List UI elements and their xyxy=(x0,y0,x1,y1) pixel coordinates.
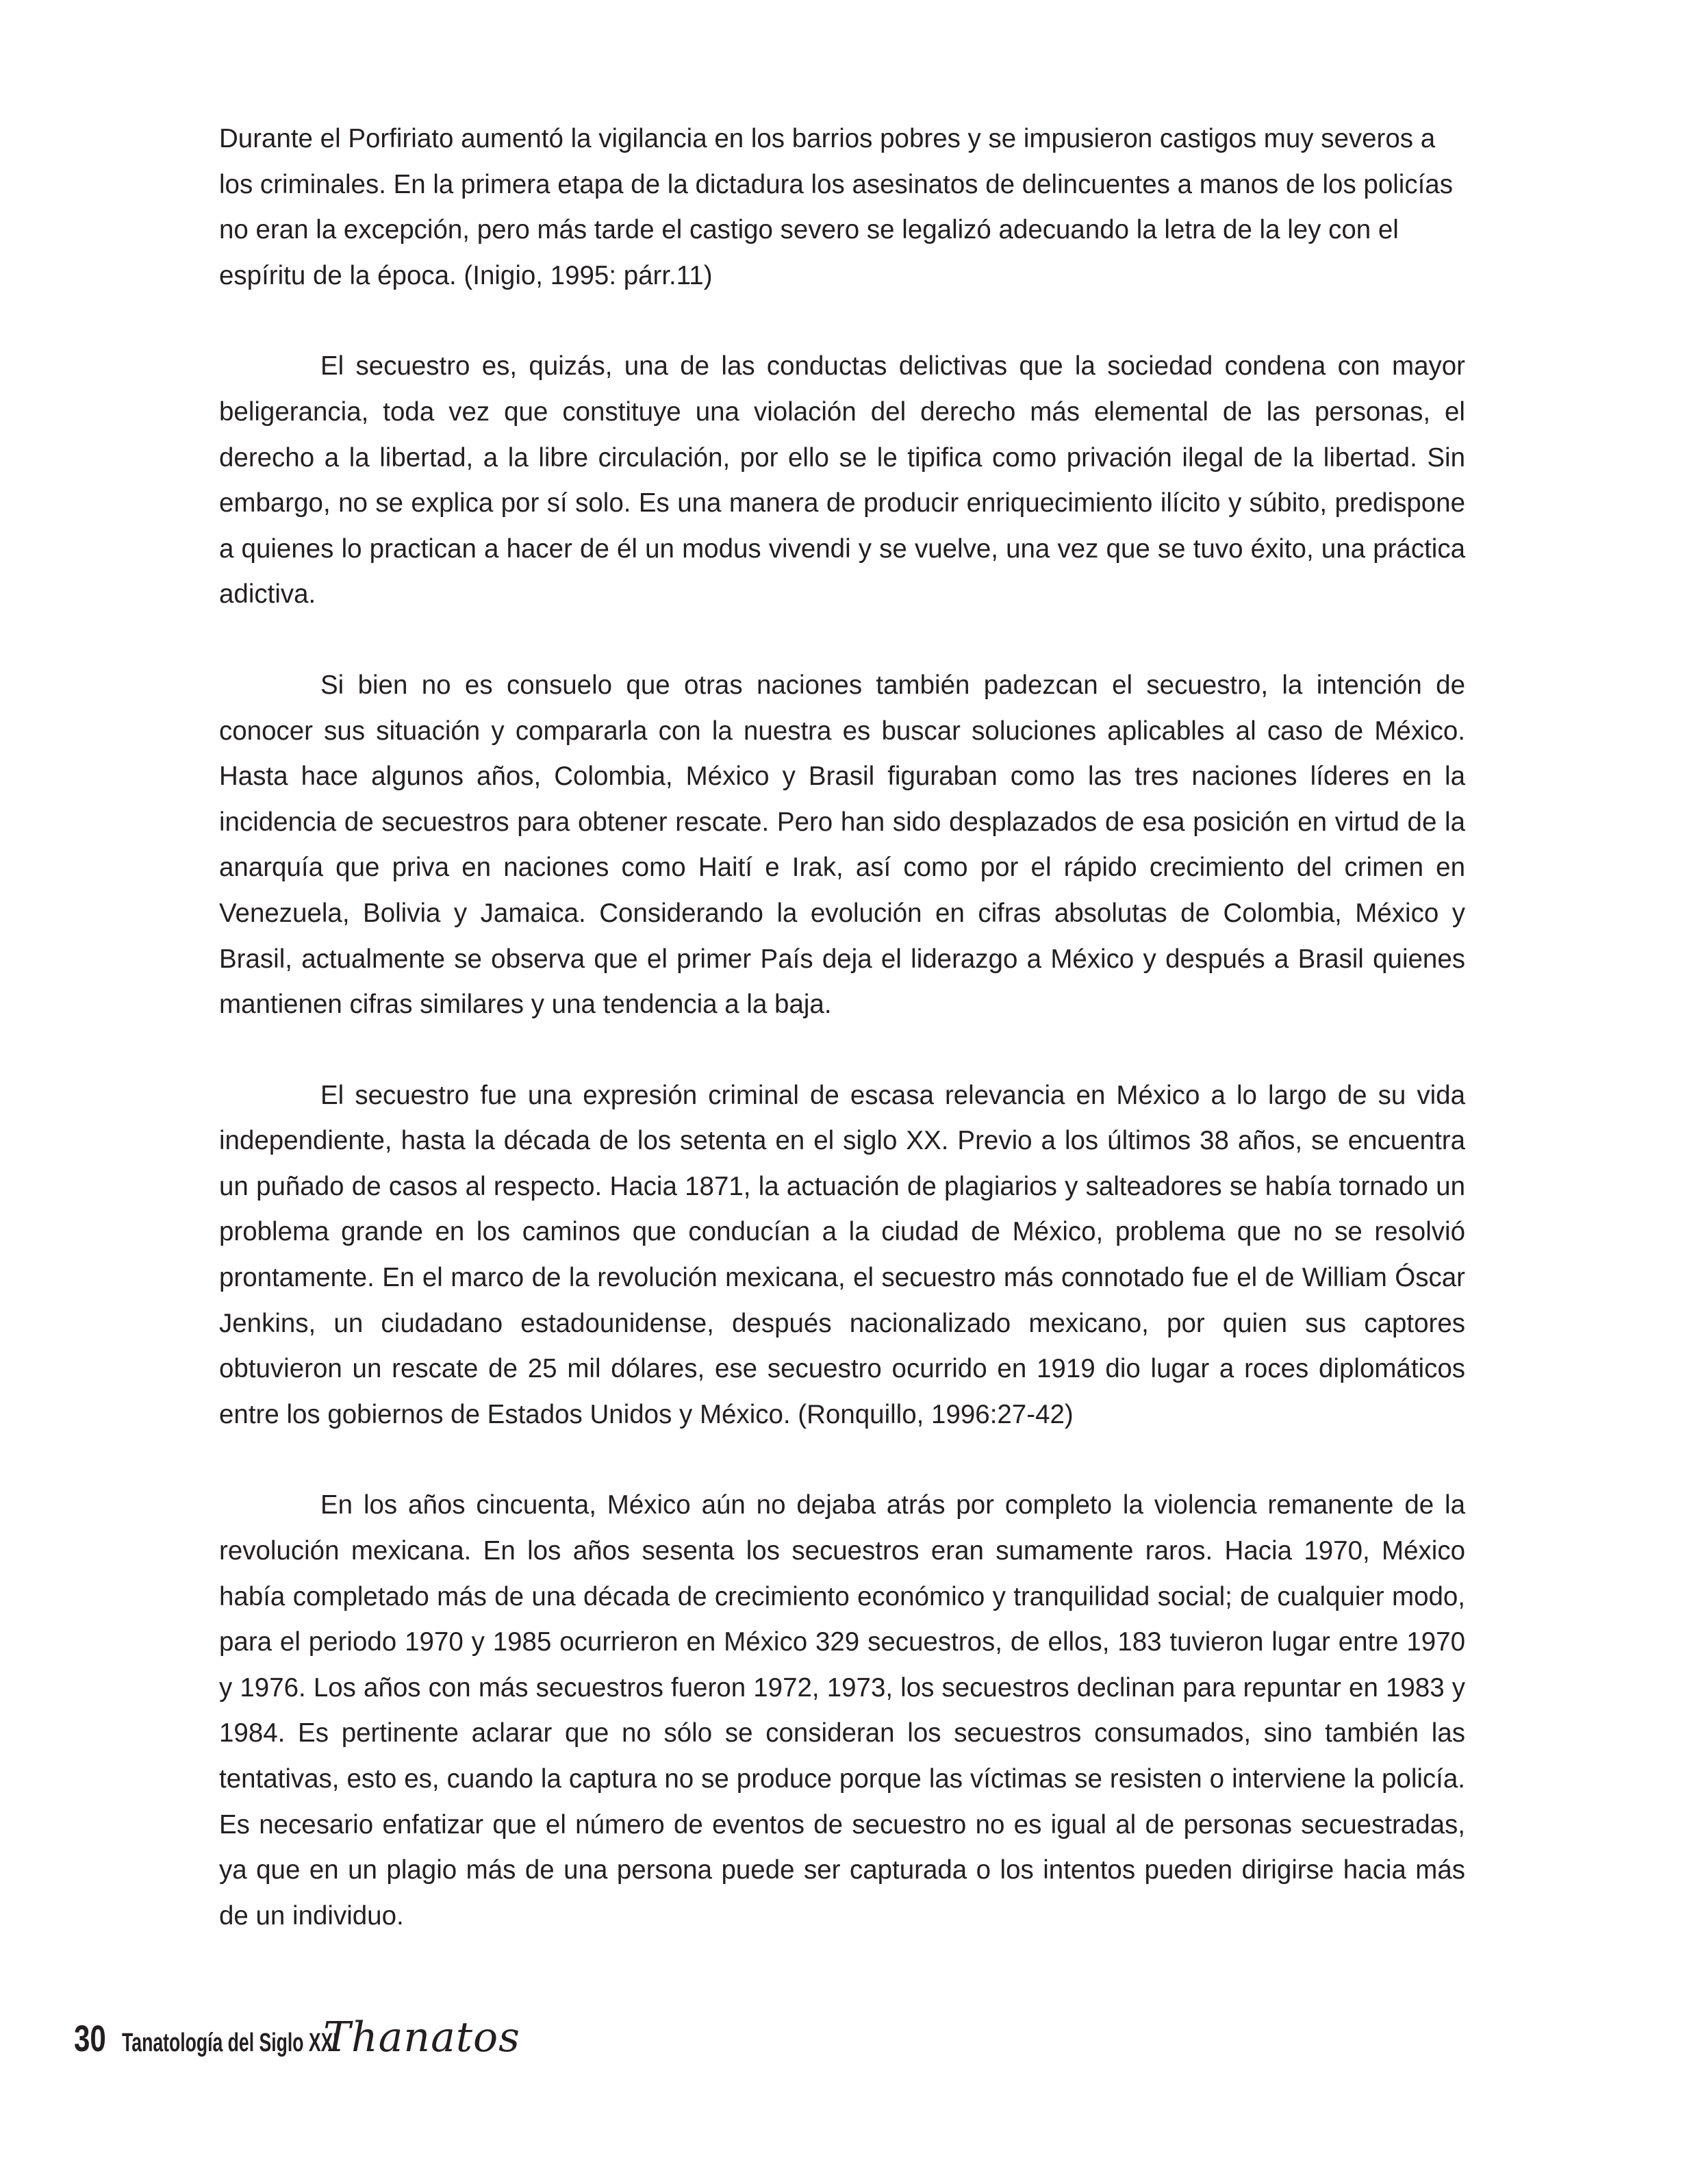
body-paragraph: El secuestro fue una expresión criminal de escasa relevancia en México a lo largo de su vida independiente, hasta la década de los setenta en el siglo XX. Previo a los últimos 38 años, se encuentra un puñado de casos al respecto. Hacia 1871, la actuación de plagiarios y salteadores se había tornado un problema grande en los caminos que conducían a la ciudad de México, problema que no se resolvió prontamente. En el marco de la revolución mexicana, el secuestro más connotado fue el de William Óscar Jenkins, un ciudadano estadounidense, después nacionalizado mexicano, por quien sus captores obtuvieron un rescate de 25 mil dólares, ese secuestro ocurrido en 1919 dio lugar a roces diplomáticos entre los gobiernos de Estados Unidos y México. (Ronquillo, 1996:27-42) xyxy=(219,1080,1465,1429)
body-text xyxy=(219,116,1465,1939)
body-paragraph: Si bien no es consuelo que otras naciones también padezcan el secuestro, la intención de conocer sus situación y compararla con la nuestra es buscar soluciones aplicables al caso de México. Hasta hace algunos años, Colombia, México y Brasil figuraban como las tres naciones líderes en la incidencia de secuestros para obtener rescate. Pero han sido desplazados de esa posición en virtud de la anarquía que priva en naciones como Haití e Irak, así como por el rápido crecimiento del crimen en Venezuela, Bolivia y Jamaica. Considerando la evolución en cifras absolutas de Colombia, México y Brasil, actualmente se observa que el primer País deja el liderazgo a México y después a Brasil quienes mantienen cifras similares y una tendencia a la baja. xyxy=(219,670,1465,1020)
block-quote-paragraph: Durante el Porfiriato aumentó la vigilancia en los barrios pobres y se impusieron castigos muy severos a los criminales. En la primera etapa de la dictadura los asesinatos de delincuentes a manos de los policías no eran la excepción, pero más tarde el castigo severo se legalizó adecuando la letra de la ley con el espíritu de la época. (Inigio, 1995: párr.11) xyxy=(219,124,1453,290)
page-footer xyxy=(74,2013,520,2075)
body-paragraph: El secuestro es, quizás, una de las conductas delictivas que la sociedad condena con mayor beligerancia, toda vez que constituye una violación del derecho más elemental de las personas, el derecho a la libertad, a la libre circulación, por ello se le tipifica como privación ilegal de la libertad. Sin embargo, no se explica por sí solo. Es una manera de producir enriquecimiento ilícito y súbito, predispone a quienes lo practican a hacer de él un modus vivendi y se vuelve, una vez que se tuvo éxito, una práctica adictiva. xyxy=(219,351,1465,610)
body-paragraph: En los años cincuenta, México aún no dejaba atrás por completo la violencia remanente de la revolución mexicana. En los años sesenta los secuestros eran sumamente raros. Hacia 1970, México había completado más de una década de crecimiento económico y tranquilidad social; de cualquier modo, para el periodo 1970 y 1985 ocurrieron en México 329 secuestros, de ellos, 183 tuvieron lugar entre 1970 y 1976. Los años con más secuestros fueron 1972, 1973, los secuestros declinan para repuntar en 1983 y 1984. Es pertinente aclarar que no sólo se consideran los secuestros consumados, sino también las tentativas, esto es, cuando la captura no se produce porque las víctimas se resisten o interviene la policía. Es necesario enfatizar que el número de eventos de secuestro no es igual al de personas secuestradas, ya que en un plagio más de una persona puede ser capturada o los intentos pueden dirigirse hacia más de un individuo. xyxy=(219,1490,1465,1931)
page-number: 30 xyxy=(74,2018,106,2059)
journal-name: Tanatología del Siglo XXI xyxy=(122,2029,338,2057)
journal-logo: Thanatos xyxy=(323,2013,520,2061)
